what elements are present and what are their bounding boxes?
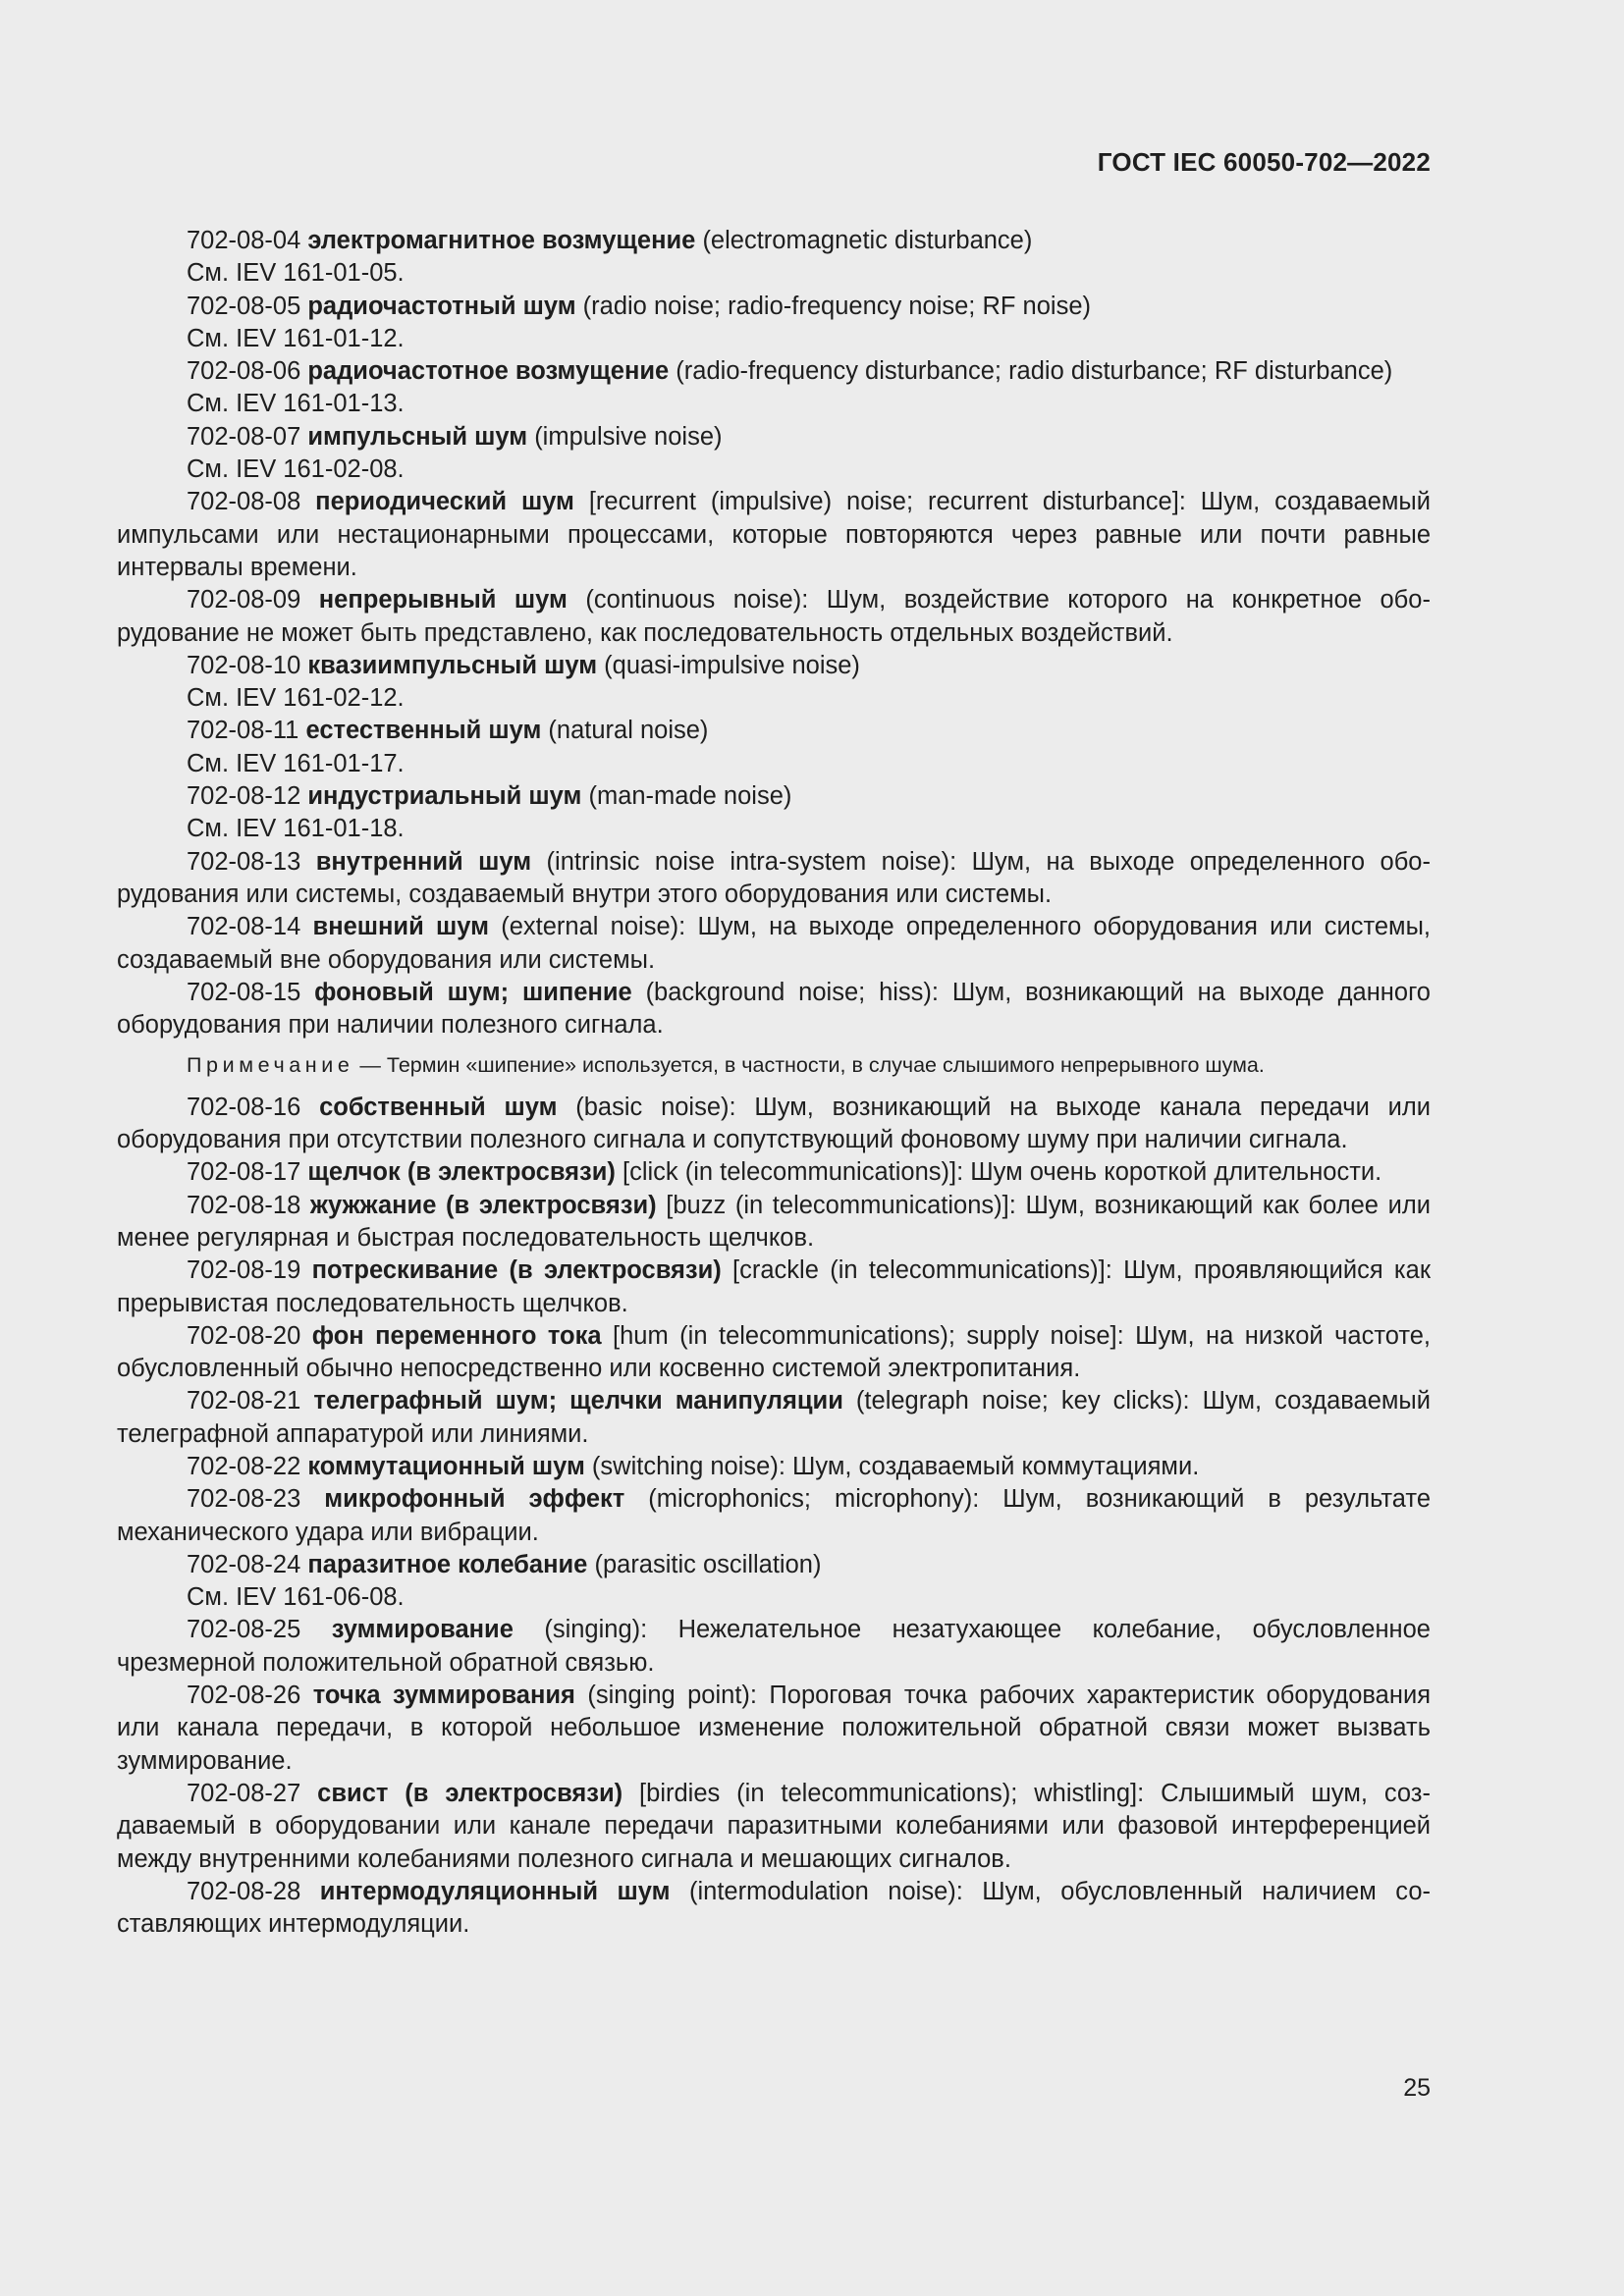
reference-line: См. IEV 161-02-12.: [187, 684, 405, 713]
term-entry: [117, 650, 1431, 682]
term-definition: (singing point): Пороговая точка рабочих характеристик оборудования или канала передачи, в которой небольшое изменение положительной обратной связи может вызвать зуммирование.: [117, 1682, 1431, 1775]
term-name: интермодуляционный шум: [319, 1877, 671, 1905]
reference-line: См. IEV 161-01-05.: [187, 259, 405, 288]
term-name: паразитное колебание: [307, 1550, 588, 1578]
term-definition: [crackle (in telecommunications)]: Шум, проявляющийся как прерывистая последовательность щелчков.: [117, 1256, 1431, 1317]
term-definition: (switching noise): Шум, создаваемый коммутациями.: [584, 1452, 1200, 1480]
page-number: 25: [1403, 2074, 1431, 2102]
reference-line: См. IEV 161-01-12.: [187, 324, 405, 352]
term-name: зуммирование: [331, 1616, 514, 1644]
term-name: телеграфный шум; щелчки манипуляции: [313, 1387, 843, 1415]
term-definition: [buzz (in telecommunications)]: Шум, возникающий как более или менее регулярная и быстрая последовательность щелчков.: [117, 1191, 1431, 1252]
term-entry: [117, 1614, 1431, 1680]
term-entry: [117, 780, 1431, 813]
term-name: импульсный шум: [307, 422, 528, 451]
term-code: 702-08-19: [187, 1256, 301, 1285]
term-entry: [117, 911, 1431, 977]
term-name: периодический шум: [315, 488, 574, 516]
term-code: 702-08-13: [187, 847, 301, 876]
term-name: потрескивание (в электросвязи): [311, 1256, 722, 1285]
term-definition: (basic noise): Шум, возникающий на выходе канала передачи или оборудования при отсутствии полезного сигнала и сопутствующий фоновому шуму при наличии сигнала.: [117, 1093, 1431, 1154]
term-definition: [birdies (in telecommunications); whistling]: Слышимый шум, создаваемый в оборудовании или канале передачи паразитными колебаниями или фазовой интерференцией между внутренними колебаниями полезного сигнала и мешающих сигналов.: [117, 1779, 1431, 1873]
term-code: 702-08-12: [187, 782, 301, 811]
term-code: 702-08-04: [187, 227, 301, 254]
term-definition: (intrinsic noise intra-system noise): Шум, на выходе определенного оборудования или системы, создаваемый внутри этого оборудования или системы.: [117, 847, 1431, 908]
term-entry: [117, 1190, 1431, 1255]
reference-line: См. IEV 161-06-08.: [187, 1583, 405, 1612]
term-code: 702-08-27: [187, 1779, 301, 1807]
term-name: жужжание (в электросвязи): [309, 1191, 657, 1219]
term-entry: [117, 1483, 1431, 1549]
term-entry: [117, 486, 1431, 584]
term-entry: [117, 1778, 1431, 1876]
term-code: 702-08-25: [187, 1616, 301, 1644]
term-code: 702-08-14: [187, 913, 301, 941]
term-name: непрерывный шум: [318, 586, 568, 614]
standard-header: ГОСТ IEC 60050-702—2022: [1097, 147, 1431, 177]
term-entry: [117, 584, 1431, 650]
term-name: щелчок (в электросвязи): [307, 1158, 616, 1187]
term-code: 702-08-18: [187, 1191, 301, 1219]
term-definition: [hum (in telecommunications); supply noise]: Шум, на низкой частоте, обусловленный обычно непосредственно или косвенно системой электропитания.: [117, 1321, 1431, 1383]
term-entry: [117, 1092, 1431, 1157]
term-definition: (impulsive noise): [527, 422, 723, 451]
term-entry: [117, 977, 1431, 1042]
term-name: собственный шум: [319, 1093, 558, 1121]
reference-line: См. IEV 161-01-13.: [187, 390, 405, 418]
term-definition: [recurrent (impulsive) noise; recurrent disturbance]: Шум, создаваемый импульсами или нестационарными процессами, которые повторяются через равные или почти равные интервалы времени.: [117, 488, 1431, 581]
term-definition: (external noise): Шум, на выходе определенного оборудования или системы, создаваемый вне оборудования или системы.: [117, 913, 1432, 974]
term-definition: [click (in telecommunications)]: Шум очень короткой длительности.: [615, 1158, 1382, 1187]
term-entry: [117, 1320, 1431, 1386]
term-code: 702-08-05: [187, 292, 301, 320]
term-code: 702-08-06: [187, 357, 301, 386]
term-name: внутренний шум: [315, 847, 532, 876]
reference-line: См. IEV 161-01-18.: [187, 815, 405, 843]
term-name: радиочастотный шум: [307, 292, 576, 320]
term-definition: (microphonics; microphony): Шум, возникающий в результате механического удара или вибрации.: [117, 1485, 1431, 1546]
term-name: фоновый шум; шипение: [314, 978, 632, 1006]
term-code: 702-08-09: [187, 586, 301, 614]
term-code: 702-08-08: [187, 488, 301, 516]
term-code: 702-08-17: [187, 1158, 301, 1187]
term-code: 702-08-10: [187, 651, 301, 679]
term-definition: (quasi-impulsive noise): [597, 651, 860, 679]
term-code: 702-08-07: [187, 422, 301, 451]
term-name: естественный шум: [305, 717, 542, 745]
note-label: Примечание: [187, 1053, 354, 1078]
term-code: 702-08-22: [187, 1452, 301, 1480]
term-name: фон переменного тока: [311, 1321, 602, 1350]
term-name: микрофонный эффект: [324, 1485, 625, 1514]
term-definition: (man-made noise): [581, 782, 792, 811]
term-entry: [117, 1156, 1431, 1189]
term-code: 702-08-24: [187, 1550, 301, 1578]
terms-list: [117, 225, 1431, 1941]
term-code: 702-08-20: [187, 1321, 301, 1350]
term-entry: [117, 291, 1431, 323]
term-code: 702-08-23: [187, 1485, 301, 1514]
term-entry: [117, 846, 1431, 912]
term-entry: [117, 1385, 1431, 1451]
term-definition: (natural noise): [541, 717, 709, 745]
term-entry: [117, 421, 1431, 454]
term-definition: (continuous noise): Шум, воздействие которого на конкретное оборудование не может быть представлено, как последовательность отдельных воздействий.: [117, 586, 1431, 647]
term-definition: (intermodulation noise): Шум, обусловленный наличием составляющих интермодуляции.: [117, 1877, 1431, 1939]
term-definition: (parasitic oscillation): [587, 1550, 822, 1578]
term-name: электромагнитное возмущение: [307, 227, 696, 254]
term-code: 702-08-15: [187, 978, 301, 1006]
note: [117, 1049, 1431, 1082]
term-entry: [117, 1876, 1431, 1942]
note-text: — Термин «шипение» используется, в частности, в случае слышимого непрерывного шума.: [353, 1053, 1265, 1078]
reference-line: См. IEV 161-01-17.: [187, 749, 405, 777]
term-entry: [117, 1451, 1431, 1483]
term-code: 702-08-11: [187, 717, 299, 745]
term-name: индустриальный шум: [307, 782, 582, 811]
term-code: 702-08-16: [187, 1093, 301, 1121]
term-entry: [117, 715, 1431, 747]
term-code: 702-08-28: [187, 1877, 301, 1905]
term-name: коммутационный шум: [307, 1452, 585, 1480]
term-definition: (singing): Нежелательное незатухающее колебание, обусловленное чрезмерной положительной обратной связью.: [117, 1616, 1431, 1677]
term-entry: [117, 355, 1431, 388]
reference-line: См. IEV 161-02-08.: [187, 455, 405, 484]
term-definition: (electromagnetic disturbance): [695, 227, 1033, 254]
term-code: 702-08-26: [187, 1682, 301, 1710]
term-name: точка зуммирования: [312, 1682, 575, 1710]
term-name: квазиимпульсный шум: [307, 651, 598, 679]
term-entry: [117, 225, 1431, 257]
term-definition: (telegraph noise; key clicks): Шум, создаваемый телеграфной аппаратурой или линиями.: [117, 1387, 1431, 1448]
term-name: внешний шум: [312, 913, 489, 941]
term-definition: (radio-frequency disturbance; radio disturbance; RF disturbance): [669, 357, 1393, 386]
term-code: 702-08-21: [187, 1387, 301, 1415]
term-entry: [117, 1255, 1431, 1320]
term-definition: (background noise; hiss): Шум, возникающий на выходе данного оборудования при наличии полезного сигнала.: [117, 978, 1431, 1040]
term-entry: [117, 1680, 1431, 1778]
term-name: свист (в электросвязи): [317, 1779, 623, 1807]
term-definition: (radio noise; radio-frequency noise; RF noise): [575, 292, 1091, 320]
term-entry: [117, 1549, 1431, 1581]
term-name: радиочастотное возмущение: [307, 357, 670, 386]
